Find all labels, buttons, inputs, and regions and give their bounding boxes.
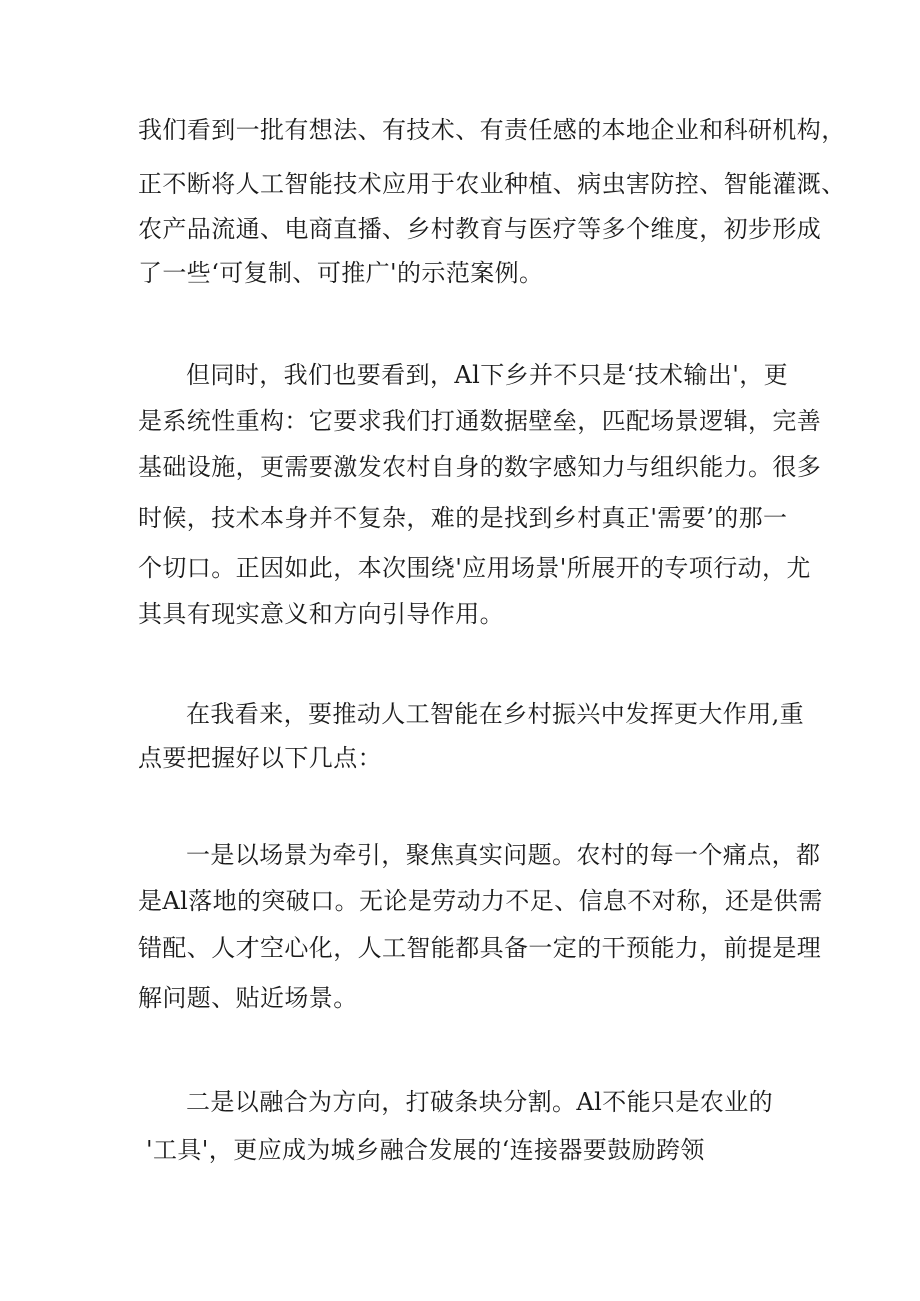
paragraph-5-line-2: '工具'，更应成为城乡融合发展的‘连接器要鼓励跨领: [146, 1136, 705, 1164]
paragraph-2-line-6: 其具有现实意义和方向引导作用。: [138, 600, 504, 628]
paragraph-3-line-2: 点要把握好以下几点：: [138, 744, 382, 772]
paragraph-3-line-1: 在我看来，要推动人工智能在乡村振兴中发挥更大作用,重: [186, 700, 805, 728]
paragraph-2-line-3: 基础设施，更需要激发农村自身的数字感知力与组织能力。很多: [138, 453, 822, 481]
paragraph-5-line-1: 二是以融合为方向，打破条块分割。Al不能只是农业的: [186, 1088, 774, 1116]
paragraph-2-line-4: 时候，技术本身并不复杂，难的是找到乡村真正'需要’的那一: [138, 504, 788, 532]
paragraph-2-line-1: 但同时，我们也要看到，Al下乡并不只是‘技术输出'，更: [186, 361, 789, 389]
paragraph-4-line-1: 一是以场景为牵引，聚焦真实问题。农村的每一个痛点，都: [186, 841, 821, 869]
paragraph-1-line-4: 了一些‘可复制、可推广'的示范案例。: [138, 259, 544, 287]
paragraph-1-line-1: 我们看到一批有想法、有技术、有责任感的本地企业和科研机构，: [138, 116, 846, 144]
paragraph-2-line-5: 个切口。正因如此，本次围绕'应用场景'所展开的专项行动，尤: [138, 554, 811, 582]
paragraph-4-line-3: 错配、人才空心化，人工智能都具备一定的干预能力，前提是理: [138, 934, 822, 962]
paragraph-1-line-2: 正不断将人工智能技术应用于农业种植、病虫害防控、智能灌溉、: [138, 170, 846, 198]
paragraph-1-line-3: 农产品流通、电商直播、乡村教育与医疗等多个维度，初步形成: [138, 215, 822, 243]
paragraph-2-line-2: 是系统性重构：它要求我们打通数据壁垒，匹配场景逻辑，完善: [138, 407, 822, 435]
paragraph-4-line-4: 解问题、贴近场景。: [138, 984, 358, 1012]
paragraph-4-line-2: 是Al落地的突破口。无论是劳动力不足、信息不对称，还是供需: [138, 887, 823, 915]
